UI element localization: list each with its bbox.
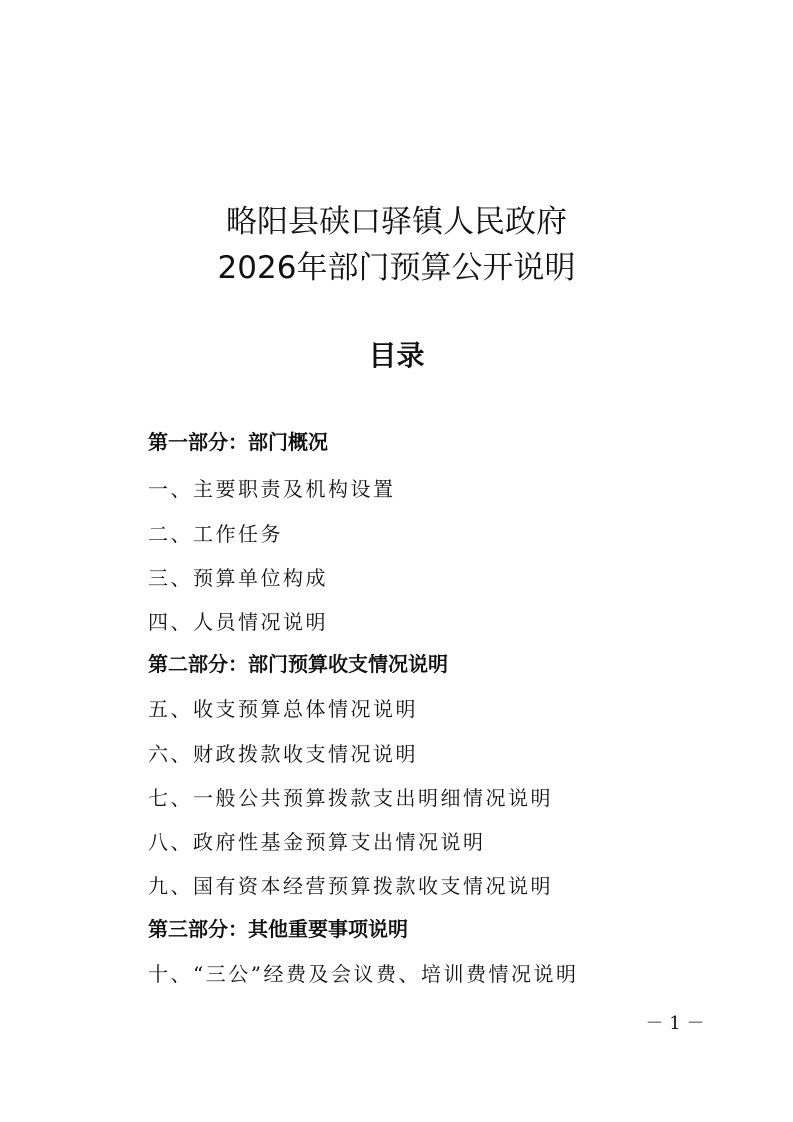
toc-entry: 十、“三公”经费及会议费、培训费情况说明 [148,962,579,986]
toc-entry: 七、一般公共预算拨款支出明细情况说明 [148,786,553,810]
toc-part-heading: 第一部分：部门概况 [148,430,328,454]
toc-entry: 五、收支预算总体情况说明 [148,697,418,721]
toc-entry: 一、主要职责及机构设置 [148,477,396,501]
toc-entry: 九、国有资本经营预算拨款收支情况说明 [148,874,553,898]
toc-entry: 四、人员情况说明 [148,610,328,634]
page-number: － 1 － [645,1013,705,1034]
toc-entry: 三、预算单位构成 [148,566,328,590]
document-title-line2: 2026年部门预算公开说明 [217,250,576,286]
toc-entry: 六、财政拨款收支情况说明 [148,742,418,766]
toc-entry: 二、工作任务 [148,522,283,546]
toc-part-heading: 第三部分：其他重要事项说明 [148,917,408,941]
toc-heading: 目录 [368,339,425,372]
toc-entry: 八、政府性基金预算支出情况说明 [148,830,486,854]
toc-part-heading: 第二部分：部门预算收支情况说明 [148,652,448,676]
document-title-line1: 略阳县硖口驿镇人民政府 [226,204,567,240]
